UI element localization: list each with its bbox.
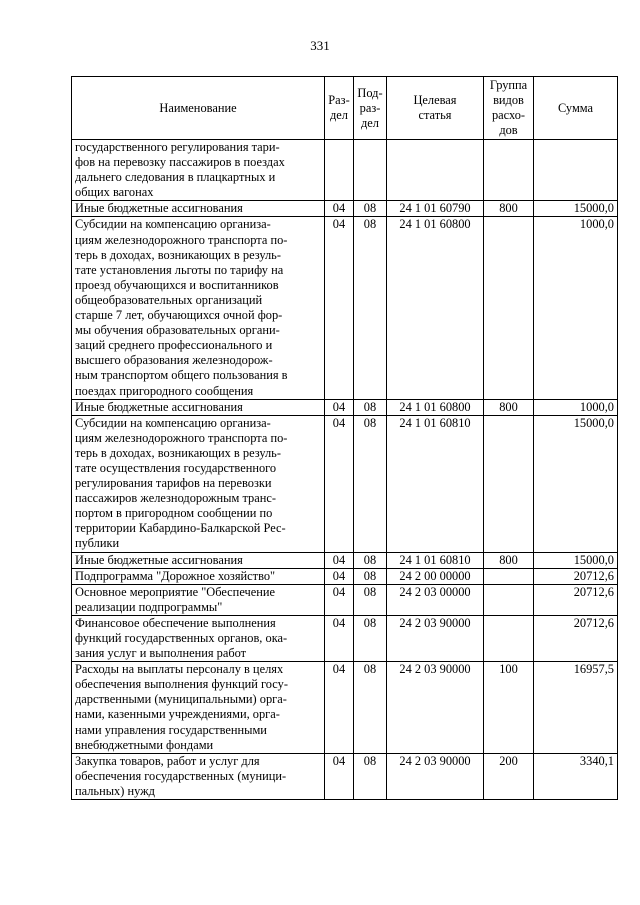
cell-target: 24 2 03 90000 [387,615,484,661]
cell-name: Иные бюджетные ассигнования [72,399,325,415]
cell-razdel: 04 [325,568,354,584]
cell-name: Иные бюджетные ассигнования [72,552,325,568]
table-row [72,552,618,568]
table-row [72,662,618,754]
cell-podrazdel: 08 [354,662,387,754]
cell-name: Финансовое обеспечение выполнения функций государственных органов, ока- зания услуг и выполнения работ [72,615,325,661]
table-row [72,584,618,615]
cell-sum [534,140,618,201]
cell-razdel: 04 [325,201,354,217]
cell-sum: 3340,1 [534,753,618,799]
cell-group [484,584,534,615]
cell-sum: 20712,6 [534,584,618,615]
cell-sum: 15000,0 [534,415,618,552]
cell-target: 24 2 03 00000 [387,584,484,615]
header-sum: Сумма [534,77,618,140]
cell-name: Подпрограмма "Дорожное хозяйство" [72,568,325,584]
cell-target: 24 2 03 90000 [387,662,484,754]
cell-target: 24 2 03 90000 [387,753,484,799]
cell-target: 24 2 00 00000 [387,568,484,584]
cell-group: 800 [484,201,534,217]
cell-group [484,140,534,201]
cell-razdel: 04 [325,584,354,615]
cell-sum: 16957,5 [534,662,618,754]
cell-group [484,217,534,399]
table-row [72,615,618,661]
cell-group: 800 [484,552,534,568]
cell-name: Иные бюджетные ассигнования [72,201,325,217]
cell-name: Расходы на выплаты персоналу в целях обеспечения выполнения функций госу- дарственными (муниципальными) орга- нами, казенными учреждениями, орга- нами управления государственными внебюджетными фондами [72,662,325,754]
cell-podrazdel: 08 [354,217,387,399]
cell-group: 800 [484,399,534,415]
cell-razdel: 04 [325,415,354,552]
header-name: Наименование [72,77,325,140]
cell-podrazdel: 08 [354,552,387,568]
cell-group [484,568,534,584]
cell-razdel: 04 [325,217,354,399]
cell-name: Субсидии на компенсацию организа- циям железнодорожного транспорта по- терь в доходах, возникающих в резуль- тате установления льготы по тарифу на проезд обучающихся и воспитанников общеобразовательных организаций старше 7 лет, обучающихся очной фор- мы обучения образовательных органи- заций среднего профессионального и высшего образования железнодорож- ным транспортом общего пользования в поездах пригородного сообщения [72,217,325,399]
cell-group: 100 [484,662,534,754]
cell-podrazdel: 08 [354,415,387,552]
cell-podrazdel: 08 [354,615,387,661]
cell-razdel [325,140,354,201]
cell-target: 24 1 01 60810 [387,415,484,552]
table-row [72,399,618,415]
cell-razdel: 04 [325,753,354,799]
cell-sum: 1000,0 [534,399,618,415]
table-header-row [72,77,618,140]
cell-podrazdel: 08 [354,584,387,615]
table-row [72,217,618,399]
cell-podrazdel: 08 [354,201,387,217]
cell-name: Субсидии на компенсацию организа- циям железнодорожного транспорта по- терь в доходах, возникающих в резуль- тате осуществления государственного регулирования тарифов на перевозки пассажиров железнодорожным транс- портом в пригородном сообщении по территории Кабардино-Балкарской Рес- публики [72,415,325,552]
cell-target: 24 1 01 60790 [387,201,484,217]
cell-sum: 20712,6 [534,568,618,584]
cell-razdel: 04 [325,552,354,568]
table-row [72,568,618,584]
table-row [72,201,618,217]
cell-podrazdel: 08 [354,399,387,415]
cell-target: 24 1 01 60810 [387,552,484,568]
cell-target: 24 1 01 60800 [387,399,484,415]
cell-sum: 20712,6 [534,615,618,661]
header-target: Целевая статья [387,77,484,140]
cell-group [484,615,534,661]
cell-group [484,415,534,552]
header-podrazdel: Под- раз- дел [354,77,387,140]
cell-name: Закупка товаров, работ и услуг для обеспечения государственных (муници- пальных) нужд [72,753,325,799]
cell-podrazdel: 08 [354,568,387,584]
cell-sum: 1000,0 [534,217,618,399]
cell-razdel: 04 [325,399,354,415]
page-number: 331 [310,38,330,53]
cell-name: государственного регулирования тари- фов на перевозку пассажиров в поездах дальнего следования в плацкартных и общих вагонах [72,140,325,201]
header-group: Группа видов расхо- дов [484,77,534,140]
header-razdel: Раз- дел [325,77,354,140]
cell-target [387,140,484,201]
cell-podrazdel [354,140,387,201]
budget-table [71,76,618,800]
cell-name: Основное мероприятие "Обеспечение реализации подпрограммы" [72,584,325,615]
cell-razdel: 04 [325,662,354,754]
table-row [72,415,618,552]
cell-target: 24 1 01 60800 [387,217,484,399]
cell-group: 200 [484,753,534,799]
cell-sum: 15000,0 [534,552,618,568]
cell-razdel: 04 [325,615,354,661]
table-row [72,753,618,799]
cell-sum: 15000,0 [534,201,618,217]
table-row [72,140,618,201]
cell-podrazdel: 08 [354,753,387,799]
